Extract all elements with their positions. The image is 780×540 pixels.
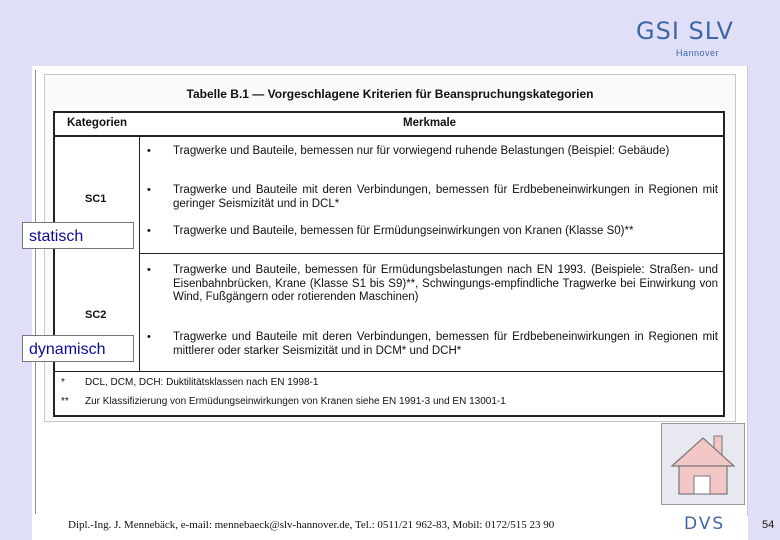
- bullet: •: [147, 264, 151, 276]
- footnote-mark-1: *: [61, 377, 65, 388]
- logo-main-text: GSI SLV: [636, 17, 734, 45]
- label-dynamisch: dynamisch: [22, 335, 134, 362]
- right-rule: [747, 66, 748, 516]
- house-icon: [662, 424, 744, 504]
- footer-contact: Dipl.-Ing. J. Mennebäck, e-mail: mennebaeck@slv-hannover.de, Tel.: 0511/21 962-83, Mobil: 0172/515 23 90: [68, 519, 555, 531]
- page-number: 54: [762, 519, 775, 531]
- footnote-text-1: DCL, DCM, DCH: Duktilitätsklassen nach EN 1998-1: [85, 377, 319, 388]
- logo-sub-text: Hannover: [676, 48, 720, 58]
- sc1-item-1: Tragwerke und Bauteile, bemessen nur für vorwiegend ruhende Belastungen (Beispiel: Gebäude): [173, 145, 670, 157]
- left-rule: [35, 70, 36, 514]
- sc1-item-3: Tragwerke und Bauteile, bemessen für Ermüdungseinwirkungen von Kranen (Klasse S0)**: [173, 225, 634, 237]
- dvs-logo: DVS: [684, 514, 726, 534]
- label-statisch: statisch: [22, 222, 134, 249]
- home-button[interactable]: [661, 423, 745, 505]
- footnote-mark-2: **: [61, 396, 69, 407]
- sc2-item-2: Tragwerke und Bauteile mit deren Verbindungen, bemessen für Erdbebeneinwirkungen in Regionen mit mittlerer oder starker Seismizität und in DCM* und DCH*: [173, 331, 718, 357]
- bullet: •: [147, 184, 151, 196]
- row-divider: [139, 253, 723, 254]
- category-sc1: SC1: [85, 193, 107, 205]
- sc2-item-1: Tragwerke und Bauteile, bemessen für Ermüdungsbelastungen nach EN 1993. (Beispiele: Straßen- und Eisenbahnbrücken, Krane (Klasse S1 bis S9)**, Schwingungs-empfindliche Tragwerke bei Einwirkung von Wind, Fußgängern oder rotierenden Maschinen): [173, 264, 718, 303]
- footnote-text-2: Zur Klassifizierung von Ermüdungseinwirkungen von Kranen siehe EN 1991-3 und EN 13001-1: [85, 396, 506, 407]
- footnote-divider: [55, 371, 723, 372]
- bullet: •: [147, 331, 151, 343]
- category-sc2: SC2: [85, 309, 107, 321]
- table-title: Tabelle B.1 — Vorgeschlagene Kriterien für Beanspruchungskategorien: [186, 87, 594, 101]
- column-divider: [139, 137, 140, 371]
- table-header-row: [55, 113, 723, 137]
- header-kategorien: Kategorien: [67, 117, 128, 129]
- bullet: •: [147, 145, 151, 157]
- header-merkmale: Merkmale: [403, 117, 457, 129]
- criteria-table: [53, 111, 725, 417]
- table-document: [44, 74, 736, 422]
- gsi-slv-logo: [636, 18, 748, 64]
- sc1-item-2: Tragwerke und Bauteile mit deren Verbindungen, bemessen für Erdbebeneinwirkungen in Regionen mit geringer Seismizität und in DCL*: [173, 184, 718, 210]
- bullet: •: [147, 225, 151, 237]
